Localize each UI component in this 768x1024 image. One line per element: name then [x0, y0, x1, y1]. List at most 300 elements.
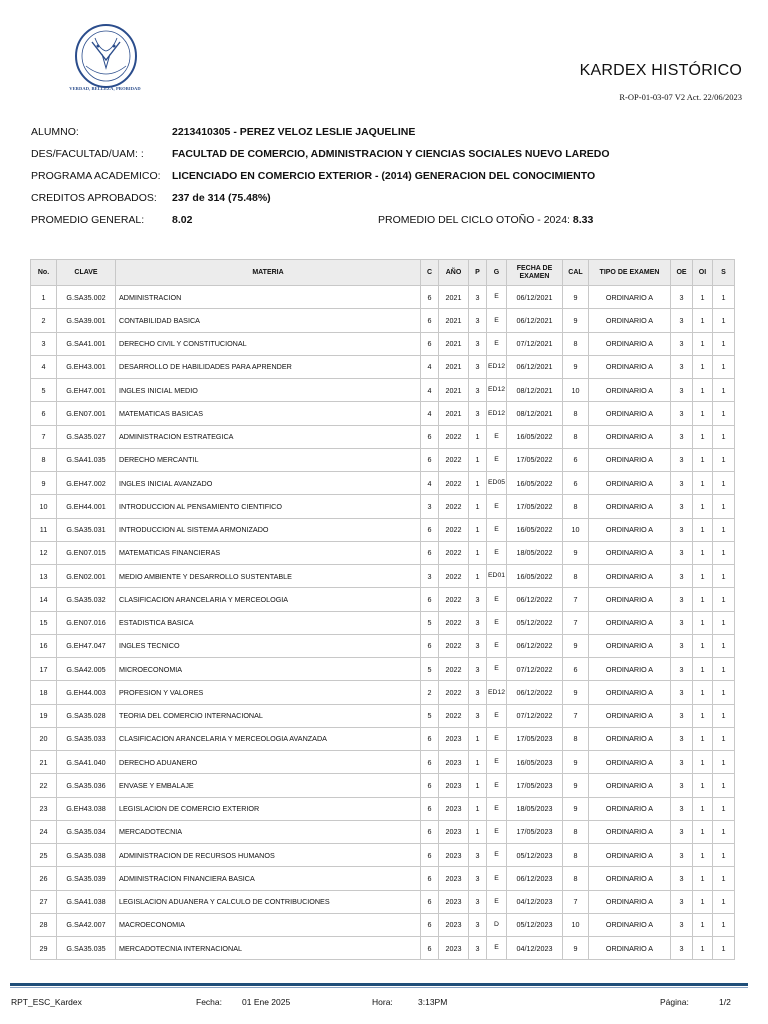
- oe-cell: 3: [671, 379, 693, 402]
- materia-cell: LEGISLACION ADUANERA Y CALCULO DE CONTRIBUCIONES: [116, 890, 421, 913]
- oi-cell: 1: [693, 402, 713, 425]
- calificacion-cell: 8: [563, 565, 589, 588]
- table-row: [31, 844, 735, 867]
- tipo-examen-cell: ORDINARIO A: [589, 541, 671, 564]
- materia-cell: INTRODUCCION AL PENSAMIENTO CIENTIFICO: [116, 495, 421, 518]
- materia-cell: MERCADOTECNIA INTERNACIONAL: [116, 937, 421, 960]
- materia-cell: ADMINISTRACION: [116, 286, 421, 309]
- tipo-examen-cell: ORDINARIO A: [589, 286, 671, 309]
- calificacion-cell: 8: [563, 425, 589, 448]
- fecha-examen-cell: 16/05/2022: [507, 425, 563, 448]
- fecha-examen-cell: 17/05/2022: [507, 495, 563, 518]
- ano-cell: 2022: [439, 495, 469, 518]
- table-row: [31, 448, 735, 471]
- creditos-cell: 6: [421, 309, 439, 332]
- materia-cell: DERECHO MERCANTIL: [116, 448, 421, 471]
- oe-cell: 3: [671, 751, 693, 774]
- grupo-cell: E: [487, 634, 507, 657]
- row-number-cell: 29: [31, 937, 57, 960]
- grupo-cell: E: [487, 541, 507, 564]
- table-row: [31, 658, 735, 681]
- grupo-cell: D: [487, 913, 507, 936]
- clave-cell: G.EH44.001: [57, 495, 116, 518]
- row-number-cell: 6: [31, 402, 57, 425]
- grupo-cell: E: [487, 797, 507, 820]
- oi-cell: 1: [693, 286, 713, 309]
- periodo-cell: 3: [469, 379, 487, 402]
- table-row: [31, 541, 735, 564]
- s-cell: 1: [713, 541, 735, 564]
- oe-cell: 3: [671, 634, 693, 657]
- creditos-cell: 6: [421, 937, 439, 960]
- creditos-cell: 6: [421, 518, 439, 541]
- document-title: KARDEX HISTÓRICO: [579, 62, 742, 79]
- fecha-examen-cell: 16/05/2022: [507, 518, 563, 541]
- fecha-examen-cell: 18/05/2022: [507, 541, 563, 564]
- grupo-cell: E: [487, 588, 507, 611]
- periodo-cell: 1: [469, 425, 487, 448]
- creditos-cell: 4: [421, 355, 439, 378]
- calificacion-cell: 6: [563, 472, 589, 495]
- table-row: [31, 286, 735, 309]
- ano-cell: 2021: [439, 286, 469, 309]
- clave-cell: G.SA35.031: [57, 518, 116, 541]
- calificacion-cell: 8: [563, 820, 589, 843]
- clave-cell: G.SA35.002: [57, 286, 116, 309]
- creditos-row: [31, 188, 751, 210]
- tipo-examen-cell: ORDINARIO A: [589, 751, 671, 774]
- oi-cell: 1: [693, 309, 713, 332]
- materia-cell: CLASIFICACION ARANCELARIA Y MERCEOLOGIA AVANZADA: [116, 727, 421, 750]
- periodo-cell: 1: [469, 472, 487, 495]
- oi-cell: 1: [693, 844, 713, 867]
- header-cal: CAL: [563, 260, 589, 286]
- row-number-cell: 14: [31, 588, 57, 611]
- grupo-cell: E: [487, 448, 507, 471]
- clave-cell: G.SA35.032: [57, 588, 116, 611]
- calificacion-cell: 7: [563, 611, 589, 634]
- grupo-cell: E: [487, 495, 507, 518]
- alumno-value: 2213410305 - PEREZ VELOZ LESLIE JAQUELINE: [172, 126, 416, 138]
- header-no: No.: [31, 260, 57, 286]
- periodo-cell: 1: [469, 565, 487, 588]
- grupo-cell: E: [487, 332, 507, 355]
- materia-cell: MATEMATICAS BASICAS: [116, 402, 421, 425]
- s-cell: 1: [713, 309, 735, 332]
- fecha-label: Fecha:: [196, 997, 222, 1007]
- clave-cell: G.SA35.028: [57, 704, 116, 727]
- fecha-examen-cell: 06/12/2021: [507, 286, 563, 309]
- creditos-cell: 6: [421, 448, 439, 471]
- oi-cell: 1: [693, 565, 713, 588]
- oi-cell: 1: [693, 379, 713, 402]
- clave-cell: G.SA41.035: [57, 448, 116, 471]
- materia-cell: ADMINISTRACION DE RECURSOS HUMANOS: [116, 844, 421, 867]
- calificacion-cell: 6: [563, 448, 589, 471]
- s-cell: 1: [713, 820, 735, 843]
- grupo-cell: E: [487, 751, 507, 774]
- periodo-cell: 3: [469, 332, 487, 355]
- oi-cell: 1: [693, 890, 713, 913]
- s-cell: 1: [713, 286, 735, 309]
- s-cell: 1: [713, 588, 735, 611]
- clave-cell: G.EN07.001: [57, 402, 116, 425]
- promedio-label: PROMEDIO GENERAL:: [31, 214, 145, 226]
- fecha-examen-cell: 16/05/2022: [507, 472, 563, 495]
- s-cell: 1: [713, 937, 735, 960]
- tipo-examen-cell: ORDINARIO A: [589, 890, 671, 913]
- tipo-examen-cell: ORDINARIO A: [589, 634, 671, 657]
- table-row: [31, 611, 735, 634]
- grupo-cell: E: [487, 611, 507, 634]
- facultad-value: FACULTAD DE COMERCIO, ADMINISTRACION Y CIENCIAS SOCIALES NUEVO LAREDO: [172, 148, 610, 160]
- table-row: [31, 797, 735, 820]
- programa-label: PROGRAMA ACADEMICO:: [31, 170, 161, 182]
- oe-cell: 3: [671, 797, 693, 820]
- table-row: [31, 379, 735, 402]
- fecha-examen-cell: 07/12/2022: [507, 658, 563, 681]
- alumno-row: [31, 122, 751, 144]
- s-cell: 1: [713, 332, 735, 355]
- row-number-cell: 20: [31, 727, 57, 750]
- calificacion-cell: 7: [563, 588, 589, 611]
- row-number-cell: 1: [31, 286, 57, 309]
- tipo-examen-cell: ORDINARIO A: [589, 472, 671, 495]
- tipo-examen-cell: ORDINARIO A: [589, 402, 671, 425]
- table-row: [31, 913, 735, 936]
- oi-cell: 1: [693, 472, 713, 495]
- periodo-cell: 1: [469, 518, 487, 541]
- tipo-examen-cell: ORDINARIO A: [589, 309, 671, 332]
- s-cell: 1: [713, 611, 735, 634]
- fecha-examen-cell: 17/05/2022: [507, 448, 563, 471]
- calificacion-cell: 8: [563, 332, 589, 355]
- ano-cell: 2021: [439, 402, 469, 425]
- row-number-cell: 16: [31, 634, 57, 657]
- periodo-cell: 3: [469, 890, 487, 913]
- calificacion-cell: 9: [563, 634, 589, 657]
- ano-cell: 2022: [439, 518, 469, 541]
- table-header-row: [31, 260, 735, 286]
- clave-cell: G.EH47.002: [57, 472, 116, 495]
- tipo-examen-cell: ORDINARIO A: [589, 681, 671, 704]
- fecha-examen-cell: 05/12/2023: [507, 913, 563, 936]
- materia-cell: DERECHO CIVIL Y CONSTITUCIONAL: [116, 332, 421, 355]
- ano-cell: 2022: [439, 472, 469, 495]
- tipo-examen-cell: ORDINARIO A: [589, 913, 671, 936]
- row-number-cell: 27: [31, 890, 57, 913]
- oe-cell: 3: [671, 286, 693, 309]
- creditos-cell: 4: [421, 379, 439, 402]
- oi-cell: 1: [693, 425, 713, 448]
- table-row: [31, 634, 735, 657]
- periodo-cell: 3: [469, 588, 487, 611]
- kardex-table: [30, 259, 735, 960]
- tipo-examen-cell: ORDINARIO A: [589, 332, 671, 355]
- table-row: [31, 751, 735, 774]
- hora-value: 3:13PM: [418, 997, 448, 1007]
- promedio-row: [31, 210, 751, 232]
- fecha-examen-cell: 06/12/2022: [507, 588, 563, 611]
- grupo-cell: E: [487, 774, 507, 797]
- table-row: [31, 588, 735, 611]
- ano-cell: 2023: [439, 727, 469, 750]
- ano-cell: 2021: [439, 355, 469, 378]
- table-row: [31, 704, 735, 727]
- programa-row: [31, 166, 751, 188]
- oi-cell: 1: [693, 448, 713, 471]
- calificacion-cell: 9: [563, 541, 589, 564]
- periodo-cell: 3: [469, 681, 487, 704]
- ano-cell: 2023: [439, 844, 469, 867]
- tipo-examen-cell: ORDINARIO A: [589, 611, 671, 634]
- row-number-cell: 19: [31, 704, 57, 727]
- periodo-cell: 1: [469, 774, 487, 797]
- row-number-cell: 11: [31, 518, 57, 541]
- promedio-value: 8.02: [172, 214, 193, 226]
- tipo-examen-cell: ORDINARIO A: [589, 727, 671, 750]
- fecha-examen-cell: 06/12/2021: [507, 309, 563, 332]
- ano-cell: 2023: [439, 774, 469, 797]
- oe-cell: 3: [671, 727, 693, 750]
- creditos-cell: 6: [421, 332, 439, 355]
- periodo-cell: 1: [469, 727, 487, 750]
- row-number-cell: 13: [31, 565, 57, 588]
- ano-cell: 2022: [439, 565, 469, 588]
- calificacion-cell: 8: [563, 844, 589, 867]
- tipo-examen-cell: ORDINARIO A: [589, 844, 671, 867]
- table-row: [31, 309, 735, 332]
- row-number-cell: 8: [31, 448, 57, 471]
- ano-cell: 2023: [439, 913, 469, 936]
- oi-cell: 1: [693, 797, 713, 820]
- grupo-cell: ED12: [487, 681, 507, 704]
- creditos-cell: 6: [421, 844, 439, 867]
- oe-cell: 3: [671, 448, 693, 471]
- ano-cell: 2022: [439, 448, 469, 471]
- periodo-cell: 3: [469, 611, 487, 634]
- calificacion-cell: 9: [563, 774, 589, 797]
- oe-cell: 3: [671, 844, 693, 867]
- header-c: C: [421, 260, 439, 286]
- facultad-label: DES/FACULTAD/UAM: :: [31, 148, 144, 160]
- fecha-examen-cell: 06/12/2022: [507, 681, 563, 704]
- clave-cell: G.SA35.039: [57, 867, 116, 890]
- ano-cell: 2022: [439, 681, 469, 704]
- ano-cell: 2021: [439, 379, 469, 402]
- creditos-cell: 6: [421, 913, 439, 936]
- s-cell: 1: [713, 913, 735, 936]
- header-clave: CLAVE: [57, 260, 116, 286]
- alumno-label: ALUMNO:: [31, 126, 79, 138]
- fecha-examen-cell: 17/05/2023: [507, 820, 563, 843]
- materia-cell: MERCADOTECNIA: [116, 820, 421, 843]
- s-cell: 1: [713, 844, 735, 867]
- clave-cell: G.SA35.036: [57, 774, 116, 797]
- creditos-cell: 5: [421, 658, 439, 681]
- creditos-cell: 6: [421, 425, 439, 448]
- grupo-cell: E: [487, 425, 507, 448]
- periodo-cell: 1: [469, 448, 487, 471]
- fecha-examen-cell: 04/12/2023: [507, 937, 563, 960]
- document-code: R-OP-01-03-07 V2 Act. 22/06/2023: [619, 92, 742, 102]
- oe-cell: 3: [671, 890, 693, 913]
- fecha-examen-cell: 05/12/2022: [507, 611, 563, 634]
- grupo-cell: E: [487, 727, 507, 750]
- tipo-examen-cell: ORDINARIO A: [589, 704, 671, 727]
- clave-cell: G.SA42.005: [57, 658, 116, 681]
- row-number-cell: 3: [31, 332, 57, 355]
- header-oe: OE: [671, 260, 693, 286]
- grupo-cell: E: [487, 309, 507, 332]
- oe-cell: 3: [671, 472, 693, 495]
- creditos-cell: 6: [421, 541, 439, 564]
- clave-cell: G.SA35.033: [57, 727, 116, 750]
- calificacion-cell: 9: [563, 286, 589, 309]
- periodo-cell: 1: [469, 541, 487, 564]
- tipo-examen-cell: ORDINARIO A: [589, 425, 671, 448]
- ano-cell: 2021: [439, 332, 469, 355]
- table-row: [31, 355, 735, 378]
- clave-cell: G.EH43.038: [57, 797, 116, 820]
- oe-cell: 3: [671, 704, 693, 727]
- table-row: [31, 890, 735, 913]
- calificacion-cell: 8: [563, 402, 589, 425]
- calificacion-cell: 9: [563, 937, 589, 960]
- creditos-cell: 6: [421, 867, 439, 890]
- fecha-examen-cell: 16/05/2023: [507, 751, 563, 774]
- materia-cell: INTRODUCCION AL SISTEMA ARMONIZADO: [116, 518, 421, 541]
- table-row: [31, 495, 735, 518]
- table-row: [31, 820, 735, 843]
- periodo-cell: 3: [469, 844, 487, 867]
- ano-cell: 2022: [439, 425, 469, 448]
- table-row: [31, 518, 735, 541]
- oi-cell: 1: [693, 332, 713, 355]
- ano-cell: 2023: [439, 820, 469, 843]
- row-number-cell: 2: [31, 309, 57, 332]
- oe-cell: 3: [671, 867, 693, 890]
- calificacion-cell: 9: [563, 681, 589, 704]
- clave-cell: G.EH43.001: [57, 355, 116, 378]
- table-row: [31, 332, 735, 355]
- fecha-examen-cell: 06/12/2023: [507, 867, 563, 890]
- grupo-cell: E: [487, 704, 507, 727]
- calificacion-cell: 9: [563, 797, 589, 820]
- materia-cell: MACROECONOMIA: [116, 913, 421, 936]
- tipo-examen-cell: ORDINARIO A: [589, 774, 671, 797]
- grupo-cell: E: [487, 890, 507, 913]
- grupo-cell: ED12: [487, 355, 507, 378]
- ano-cell: 2023: [439, 937, 469, 960]
- s-cell: 1: [713, 634, 735, 657]
- row-number-cell: 25: [31, 844, 57, 867]
- oe-cell: 3: [671, 355, 693, 378]
- oi-cell: 1: [693, 611, 713, 634]
- s-cell: 1: [713, 472, 735, 495]
- clave-cell: G.EH44.003: [57, 681, 116, 704]
- s-cell: 1: [713, 704, 735, 727]
- calificacion-cell: 10: [563, 518, 589, 541]
- calificacion-cell: 6: [563, 658, 589, 681]
- fecha-examen-cell: 06/12/2022: [507, 634, 563, 657]
- materia-cell: LEGISLACION DE COMERCIO EXTERIOR: [116, 797, 421, 820]
- oi-cell: 1: [693, 751, 713, 774]
- fecha-value: 01 Ene 2025: [242, 997, 291, 1007]
- calificacion-cell: 9: [563, 355, 589, 378]
- tipo-examen-cell: ORDINARIO A: [589, 495, 671, 518]
- creditos-cell: 6: [421, 751, 439, 774]
- clave-cell: G.EN02.001: [57, 565, 116, 588]
- fecha-examen-cell: 18/05/2023: [507, 797, 563, 820]
- row-number-cell: 21: [31, 751, 57, 774]
- oe-cell: 3: [671, 774, 693, 797]
- clave-cell: G.SA39.001: [57, 309, 116, 332]
- calificacion-cell: 10: [563, 379, 589, 402]
- creditos-cell: 6: [421, 588, 439, 611]
- materia-cell: TEORIA DEL COMERCIO INTERNACIONAL: [116, 704, 421, 727]
- grupo-cell: ED05: [487, 472, 507, 495]
- oe-cell: 3: [671, 588, 693, 611]
- oi-cell: 1: [693, 937, 713, 960]
- tipo-examen-cell: ORDINARIO A: [589, 355, 671, 378]
- oe-cell: 3: [671, 658, 693, 681]
- student-info: [31, 122, 751, 232]
- tipo-examen-cell: ORDINARIO A: [589, 448, 671, 471]
- tipo-examen-cell: ORDINARIO A: [589, 937, 671, 960]
- creditos-cell: 4: [421, 472, 439, 495]
- periodo-cell: 3: [469, 867, 487, 890]
- table-row: [31, 937, 735, 960]
- grupo-cell: E: [487, 937, 507, 960]
- ano-cell: 2022: [439, 704, 469, 727]
- row-number-cell: 9: [31, 472, 57, 495]
- footer-divider-thin: [10, 987, 748, 988]
- ano-cell: 2023: [439, 797, 469, 820]
- calificacion-cell: 10: [563, 913, 589, 936]
- periodo-cell: 1: [469, 820, 487, 843]
- logo-motto: VERDAD, BELLEZA, PROBIDAD: [69, 86, 141, 91]
- tipo-examen-cell: ORDINARIO A: [589, 867, 671, 890]
- tipo-examen-cell: ORDINARIO A: [589, 797, 671, 820]
- pagina-value: 1/2: [719, 997, 731, 1007]
- creditos-cell: 6: [421, 286, 439, 309]
- materia-cell: ADMINISTRACION ESTRATEGICA: [116, 425, 421, 448]
- clave-cell: G.SA42.007: [57, 913, 116, 936]
- ano-cell: 2023: [439, 867, 469, 890]
- row-number-cell: 5: [31, 379, 57, 402]
- oe-cell: 3: [671, 681, 693, 704]
- grupo-cell: E: [487, 518, 507, 541]
- tipo-examen-cell: ORDINARIO A: [589, 565, 671, 588]
- header-tipo-examen: TIPO DE EXAMEN: [589, 260, 671, 286]
- clave-cell: G.SA35.035: [57, 937, 116, 960]
- header-ano: AÑO: [439, 260, 469, 286]
- periodo-cell: 3: [469, 634, 487, 657]
- table-row: [31, 402, 735, 425]
- creditos-cell: 6: [421, 890, 439, 913]
- header-s: S: [713, 260, 735, 286]
- ano-cell: 2022: [439, 588, 469, 611]
- oe-cell: 3: [671, 518, 693, 541]
- oi-cell: 1: [693, 658, 713, 681]
- oi-cell: 1: [693, 913, 713, 936]
- row-number-cell: 12: [31, 541, 57, 564]
- tipo-examen-cell: ORDINARIO A: [589, 820, 671, 843]
- oi-cell: 1: [693, 355, 713, 378]
- calificacion-cell: 8: [563, 727, 589, 750]
- oi-cell: 1: [693, 727, 713, 750]
